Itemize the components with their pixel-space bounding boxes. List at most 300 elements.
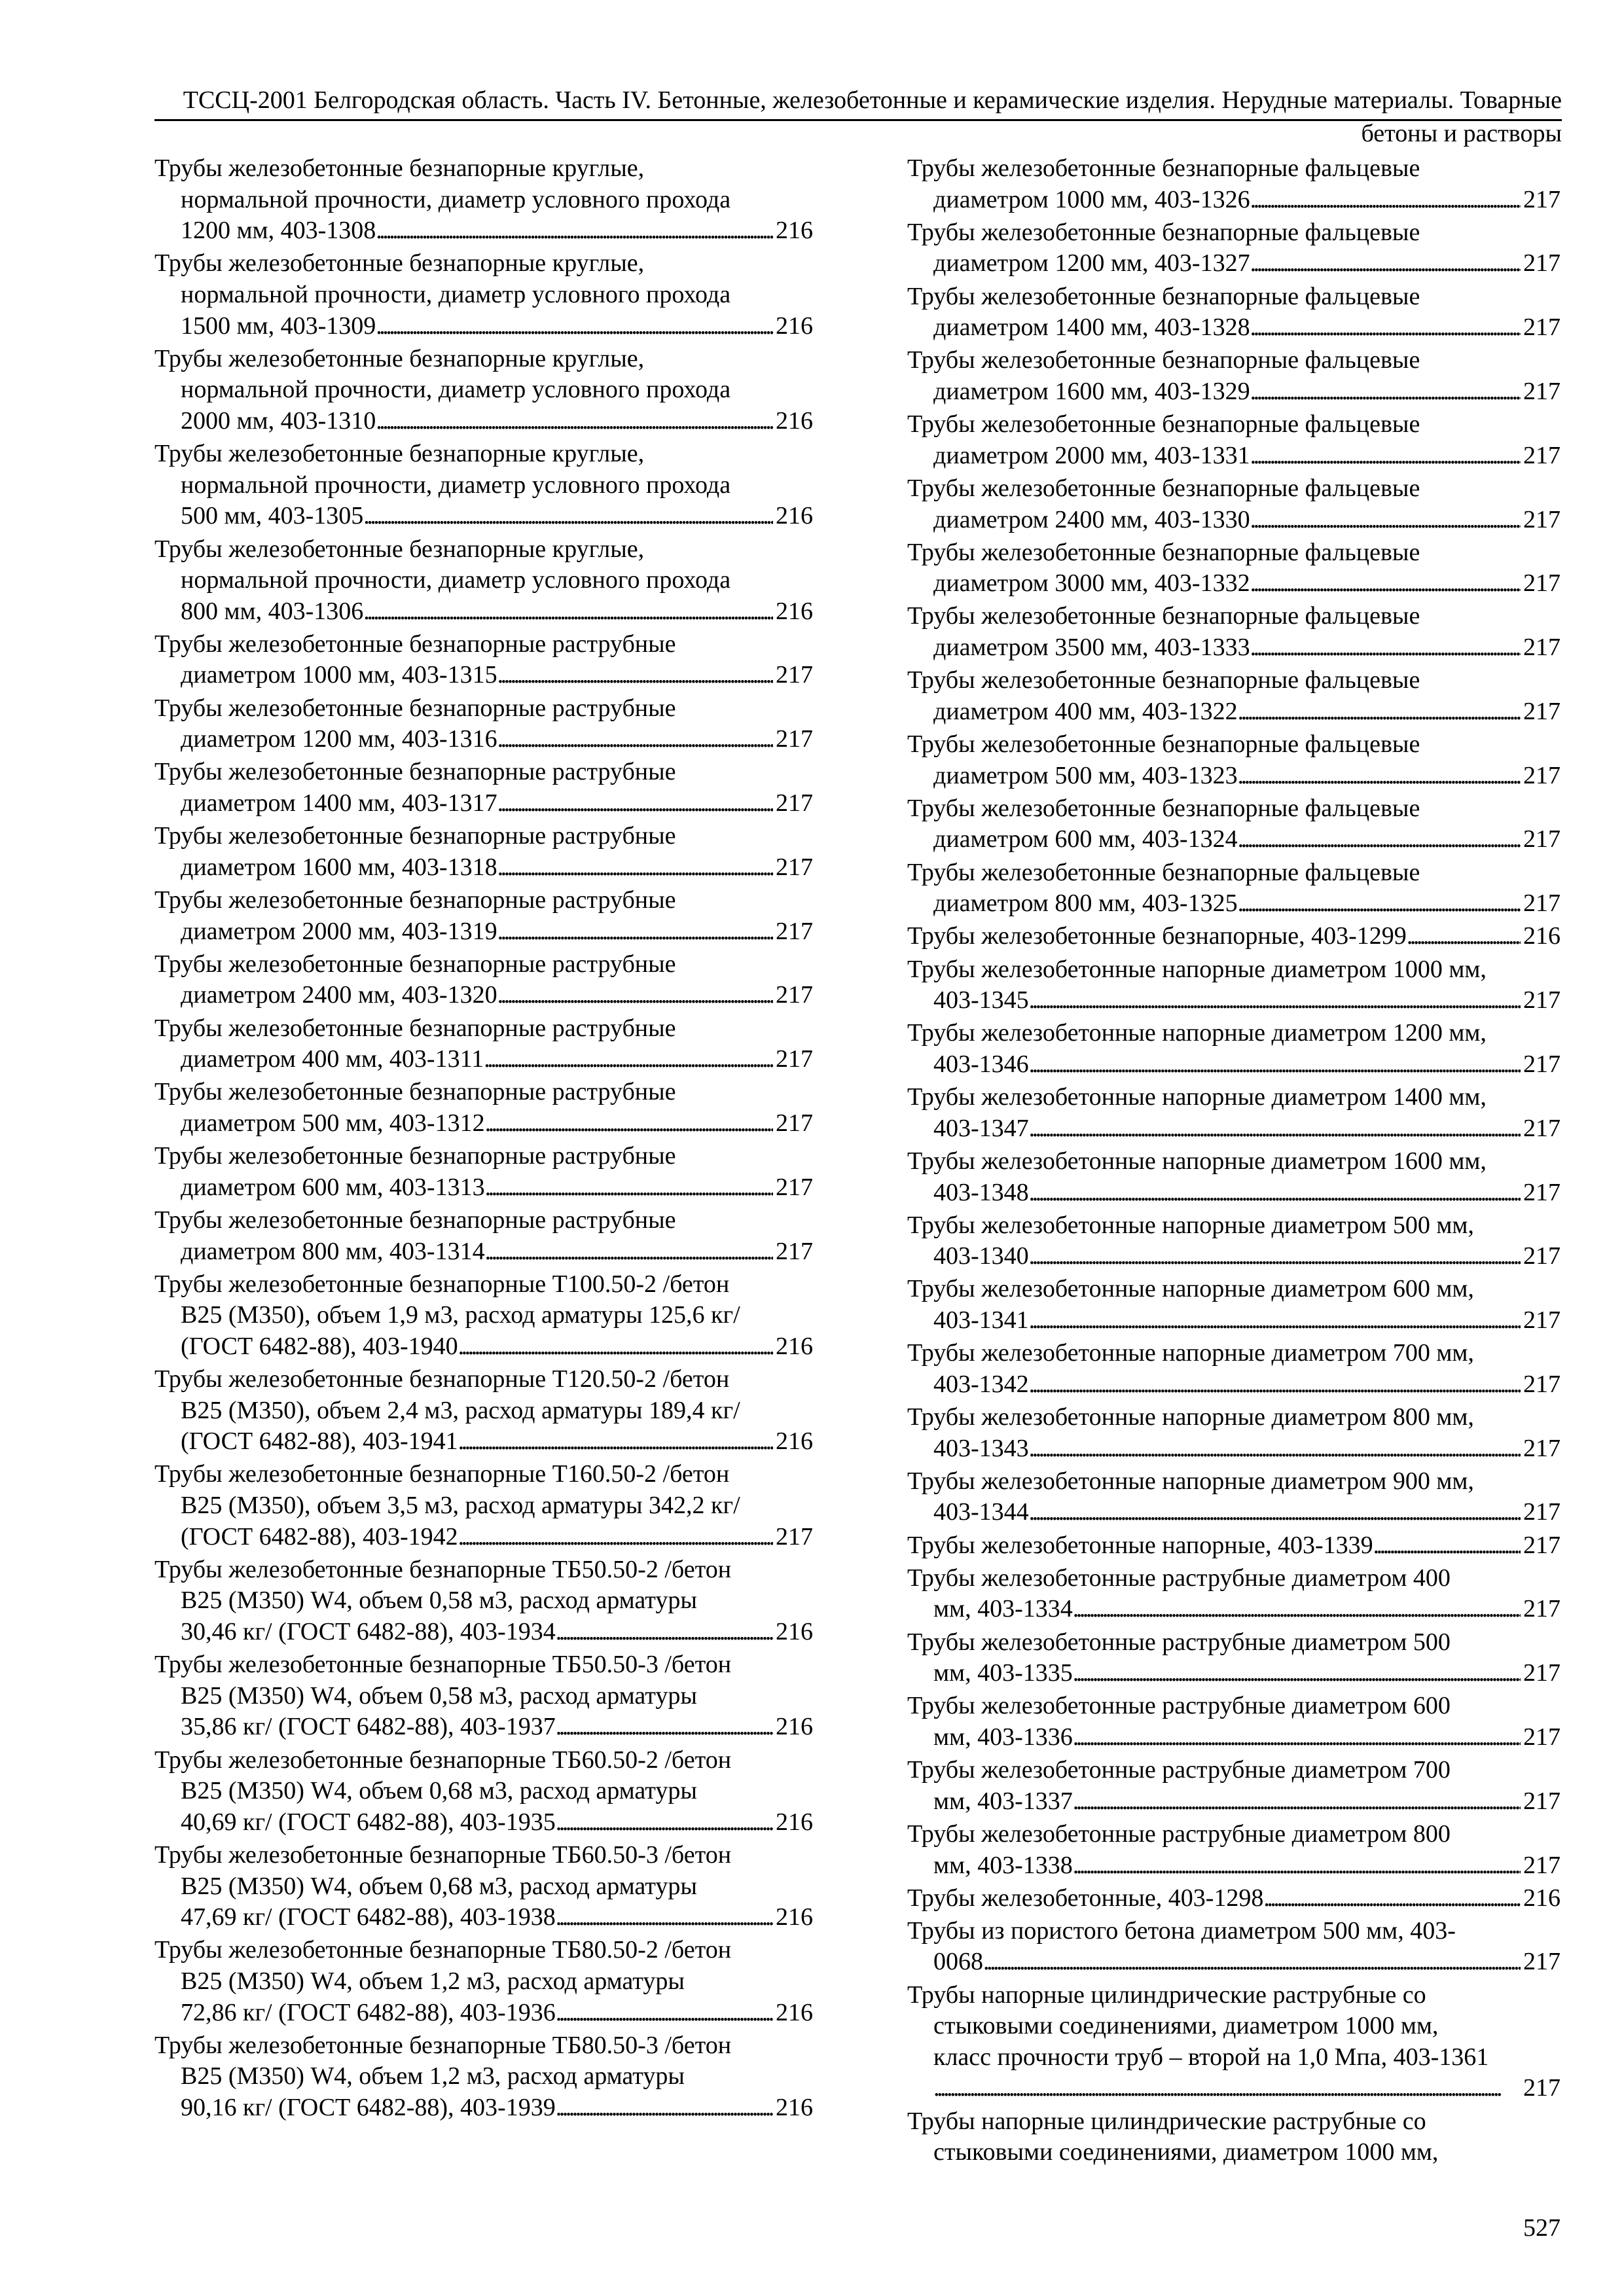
entry-page-number: 217 [1523, 1531, 1561, 1559]
entry-last-line [907, 2073, 1561, 2104]
index-entry [154, 248, 813, 342]
entry-page-number: 217 [776, 1045, 813, 1073]
entry-last-line [907, 568, 1561, 600]
entry-page-number: 217 [776, 725, 813, 753]
entry-page-number: 216 [1523, 1884, 1561, 1912]
dot-leader [1250, 185, 1521, 216]
entry-page-number: 216 [776, 406, 813, 435]
dot-leader [983, 1946, 1521, 1978]
index-entry [907, 1018, 1561, 1080]
index-entry [907, 1402, 1561, 1464]
entry-text-line: В25 (М350) W4, объем 0,68 м3, расход арматуры [181, 1777, 697, 1805]
entry-last-line [907, 1722, 1561, 1753]
index-entry [907, 2106, 1561, 2168]
dot-leader [458, 1522, 773, 1553]
entry-text-line: диаметром 2400 мм, 403-1330 [933, 505, 1250, 533]
dot-leader [556, 1617, 773, 1648]
entry-text-line: нормальной прочности, диаметр условного прохода [181, 376, 731, 404]
entry-last-line [154, 1617, 813, 1648]
entry-last-line [907, 1850, 1561, 1882]
dot-leader [1238, 696, 1521, 728]
entry-text-line: нормальной прочности, диаметр условного прохода [181, 471, 731, 499]
dot-leader [556, 1902, 773, 1933]
index-entry [907, 1082, 1561, 1144]
index-entry [907, 537, 1561, 600]
dot-leader [1373, 1530, 1521, 1562]
entry-page-number: 216 [776, 597, 813, 625]
index-entry [154, 1077, 813, 1139]
entry-text-line: Трубы железобетонные безнапорные ТБ50.50-3 /бетон [154, 1651, 732, 1679]
dot-leader [485, 1236, 773, 1268]
entry-page-number: 217 [776, 853, 813, 881]
entry-text-line: В25 (М350) W4, объем 0,68 м3, расход арматуры [181, 1872, 697, 1900]
entry-text-line: класс прочности труб – второй на 1,0 Мпа, 403-1361 [933, 2043, 1489, 2071]
index-entry [907, 601, 1561, 663]
index-entry [907, 1691, 1561, 1753]
dot-leader [1250, 632, 1521, 664]
entry-last-line [907, 248, 1561, 279]
entry-text-line: диаметром 400 мм, 403-1322 [933, 697, 1238, 725]
entry-last-line [907, 1658, 1561, 1689]
entry-text-line: Трубы железобетонные безнапорные раструбные [154, 886, 676, 914]
entry-page-number: 217 [1523, 1787, 1561, 1815]
dot-leader [556, 2092, 773, 2124]
entry-last-line [907, 888, 1561, 920]
entry-last-line [154, 501, 813, 532]
entry-last-line [907, 1946, 1561, 1978]
entry-page-number: 217 [1523, 2074, 1561, 2102]
entry-text-line: В25 (М350) W4, объем 1,2 м3, расход арматуры [181, 1967, 685, 1995]
entry-text-line: В25 (М350), объем 2,4 м3, расход арматуры 189,4 кг/ [181, 1396, 740, 1424]
entry-text-line: 403-1341 [933, 1306, 1029, 1335]
entry-text-line: нормальной прочности, диаметр условного прохода [181, 185, 731, 213]
entry-text-line: диаметром 3500 мм, 403-1333 [933, 634, 1250, 662]
entry-text-line: 2000 мм, 403-1310 [181, 406, 376, 435]
entry-text-line: 403-1348 [933, 1178, 1029, 1206]
dot-leader [1073, 1786, 1521, 1818]
entry-text-line: Трубы железобетонные безнапорные раструбные [154, 694, 676, 722]
entry-text-line: Трубы железобетонные безнапорные фальцевые [907, 666, 1420, 694]
entry-last-line [154, 660, 813, 691]
dot-leader [497, 852, 773, 884]
entry-text-line: диаметром 600 мм, 403-1313 [181, 1173, 485, 1201]
entry-text-line: Трубы железобетонные безнапорные раструбные [154, 1014, 676, 1042]
entry-text-line: Трубы железобетонные напорные диаметром 900 мм, [907, 1467, 1474, 1495]
entry-text-line: Трубы железобетонные безнапорные круглые, [154, 535, 645, 563]
entry-text-line: 30,46 кг/ (ГОСТ 6482-88), 403-1934 [181, 1618, 556, 1645]
entry-text-line: Трубы напорные цилиндрические раструбные со [907, 1981, 1426, 2009]
entry-text-line: Трубы железобетонные напорные диаметром 500 мм, [907, 1211, 1474, 1239]
index-entry [907, 954, 1561, 1016]
entry-last-line [154, 1426, 813, 1458]
index-entry [154, 1013, 813, 1075]
entry-page-number: 216 [776, 2093, 813, 2121]
entry-text-line: Трубы железобетонные безнапорные фальцевые [907, 218, 1420, 246]
entry-text-line: 72,86 кг/ (ГОСТ 6482-88), 403-1936 [181, 1998, 556, 2026]
dot-leader [1029, 1241, 1521, 1272]
index-column-right [907, 153, 1561, 2170]
index-entry [154, 1205, 813, 1267]
index-entry [907, 1146, 1561, 1208]
index-entry [154, 1459, 813, 1552]
dot-leader [1073, 1722, 1521, 1753]
entry-page-number: 217 [1523, 986, 1561, 1014]
entry-text-line: Трубы напорные цилиндрические раструбные со [907, 2107, 1426, 2135]
entry-text-line: 403-1346 [933, 1050, 1029, 1078]
index-entry [154, 2030, 813, 2124]
dot-leader [363, 501, 773, 532]
entry-text-line: диаметром 1400 мм, 403-1317 [181, 789, 497, 817]
dot-leader [1250, 248, 1521, 279]
entry-page-number: 217 [776, 1109, 813, 1137]
entry-last-line [907, 1594, 1561, 1625]
entry-last-line [907, 1113, 1561, 1145]
entry-text-line: Трубы железобетонные безнапорные фальцевые [907, 858, 1420, 886]
entry-text-line: Трубы железобетонные напорные диаметром 600 мм, [907, 1275, 1474, 1303]
entry-page-number: 216 [776, 1903, 813, 1931]
dot-leader [1250, 505, 1521, 536]
entry-text-line: Трубы железобетонные безнапорные Т160.50-2 /бетон [154, 1460, 730, 1488]
dot-leader [1073, 1594, 1521, 1625]
entry-text-line: диаметром 1000 мм, 403-1315 [181, 661, 497, 689]
entry-page-number: 217 [1523, 1659, 1561, 1687]
entry-page-number: 216 [776, 502, 813, 530]
entry-text-line: стыковыми соединениями, диаметром 1000 мм, [933, 2138, 1439, 2166]
entry-page-number: 217 [1523, 185, 1561, 213]
entry-text-line: (ГОСТ 6482-88), 403-1942 [181, 1522, 458, 1551]
entry-text-line: диаметром 2000 мм, 403-1319 [181, 917, 497, 945]
entry-text-line: Трубы железобетонные безнапорные ТБ50.50-2 /бетон [154, 1555, 732, 1583]
entry-text-line: Трубы железобетонные безнапорные фальцевые [907, 538, 1420, 566]
entry-page-number: 217 [1523, 1114, 1561, 1142]
index-entry [907, 857, 1561, 920]
entry-last-line [907, 1049, 1561, 1081]
entry-text-line: Трубы железобетонные напорные диаметром 1400 мм, [907, 1083, 1487, 1111]
dot-leader [485, 1172, 773, 1204]
index-entry [154, 1745, 813, 1839]
index-entry [907, 281, 1561, 344]
entry-text-line: 90,16 кг/ (ГОСТ 6482-88), 403-1939 [181, 2093, 556, 2121]
index-entry [154, 757, 813, 819]
index-entry [907, 793, 1561, 855]
entry-last-line [154, 1236, 813, 1268]
entry-last-line [154, 1172, 813, 1204]
dot-leader [556, 1712, 773, 1743]
entry-text-line: 403-1343 [933, 1434, 1029, 1462]
dot-leader [376, 311, 773, 342]
dot-leader [1250, 440, 1521, 472]
index-entry [907, 1755, 1561, 1817]
entry-text-line: 403-1340 [933, 1242, 1029, 1270]
entry-text-line: Трубы железобетонные безнапорные фальцевые [907, 154, 1420, 182]
entry-text-line: диаметром 3000 мм, 403-1332 [933, 569, 1250, 598]
index-entry [154, 1649, 813, 1743]
entry-text-line: диаметром 800 мм, 403-1314 [181, 1237, 485, 1265]
dot-leader [1029, 1369, 1521, 1401]
entry-text-line: Трубы железобетонные безнапорные раструбные [154, 950, 676, 978]
entry-text-line: мм, 403-1335 [933, 1659, 1073, 1687]
entry-page-number: 217 [776, 917, 813, 945]
entry-text-line: Трубы железобетонные безнапорные круглые, [154, 344, 645, 372]
entry-page-number: 217 [1523, 1306, 1561, 1335]
entry-page-number: 217 [1523, 314, 1561, 342]
index-entry [907, 409, 1561, 471]
header-rule [154, 119, 1562, 121]
index-entry [907, 1916, 1561, 1978]
entry-text-line: Трубы железобетонные безнапорные Т120.50-2 /бетон [154, 1365, 730, 1393]
index-entry [907, 1819, 1561, 1881]
entry-last-line [907, 1883, 1561, 1914]
entry-text-line: диаметром 2000 мм, 403-1331 [933, 441, 1250, 469]
dot-leader [1238, 888, 1521, 920]
entry-text-line: Трубы железобетонные безнапорные раструбные [154, 758, 676, 786]
entry-page-number: 217 [776, 1522, 813, 1551]
entry-text-line: мм, 403-1337 [933, 1787, 1073, 1815]
entry-text-line: стыковыми соединениями, диаметром 1000 мм, [933, 2012, 1439, 2040]
entry-last-line [154, 2092, 813, 2124]
index-entry [154, 949, 813, 1011]
entry-last-line [907, 696, 1561, 728]
index-entry [907, 1883, 1561, 1914]
index-entry [907, 1466, 1561, 1528]
entry-text-line: 1500 мм, 403-1309 [181, 312, 376, 340]
entry-page-number: 217 [776, 789, 813, 817]
entry-text-line: Трубы железобетонные безнапорные раструбные [154, 1142, 676, 1170]
entry-text-line: диаметром 800 мм, 403-1325 [933, 889, 1238, 918]
entry-text-line: диаметром 500 мм, 403-1323 [933, 761, 1238, 789]
entry-page-number: 217 [1523, 761, 1561, 789]
dot-leader [933, 2073, 1521, 2104]
entry-last-line [154, 1331, 813, 1363]
entry-text-line: Трубы железобетонные безнапорные, 403-1299 [907, 922, 1407, 950]
entry-text-line: диаметром 1000 мм, 403-1326 [933, 185, 1250, 213]
entry-text-line: Трубы железобетонные напорные, 403-1339 [907, 1531, 1373, 1559]
entry-last-line [154, 980, 813, 1011]
entry-page-number: 217 [1523, 889, 1561, 918]
entry-text-line: 403-1347 [933, 1114, 1029, 1142]
index-entry [907, 153, 1561, 215]
dot-leader [376, 406, 773, 437]
entry-last-line [154, 215, 813, 247]
entry-text-line: 35,86 кг/ (ГОСТ 6482-88), 403-1937 [181, 1713, 556, 1741]
entry-page-number: 217 [1523, 1723, 1561, 1751]
entry-last-line [154, 1712, 813, 1743]
entry-page-number: 216 [776, 1998, 813, 2026]
entry-page-number: 216 [776, 217, 813, 245]
entry-page-number: 217 [1523, 1595, 1561, 1623]
index-entry [154, 1141, 813, 1203]
entry-last-line [907, 440, 1561, 472]
dot-leader [458, 1426, 773, 1458]
dot-leader [556, 1998, 773, 2029]
entry-text-line: диаметром 400 мм, 403-1311 [181, 1045, 484, 1073]
entry-last-line [907, 312, 1561, 344]
dot-leader [1029, 1113, 1521, 1145]
entry-text-line: В25 (М350), объем 3,5 м3, расход арматуры 342,2 кг/ [181, 1492, 740, 1520]
entry-last-line [907, 761, 1561, 792]
entry-text-line: Трубы железобетонные, 403-1298 [907, 1884, 1264, 1912]
entry-text-line: Трубы железобетонные безнапорные ТБ60.50-2 /бетон [154, 1746, 732, 1774]
index-entry [154, 1935, 813, 2028]
index-entry [154, 1840, 813, 1933]
entry-last-line [907, 632, 1561, 664]
entry-text-line: Трубы железобетонные напорные диаметром 800 мм, [907, 1403, 1474, 1431]
dot-leader [1250, 568, 1521, 600]
index-entry [907, 1274, 1561, 1336]
entry-text-line: 403-1342 [933, 1370, 1029, 1398]
entry-text-line: Трубы из пористого бетона диаметром 500 мм, 403- [907, 1916, 1456, 1945]
entry-last-line [154, 311, 813, 342]
entry-text-line: диаметром 1200 мм, 403-1327 [933, 249, 1250, 278]
page-number: 527 [1523, 2214, 1561, 2242]
entry-last-line [154, 1108, 813, 1139]
running-header: ТССЦ-2001 Белгородская область. Часть IV. Бетонные, железобетонные и керамические изделия. Нерудные материалы. Товарные бетоны и растворы [183, 86, 1562, 147]
entry-text-line: диаметром 1200 мм, 403-1316 [181, 725, 497, 753]
entry-last-line [907, 1786, 1561, 1818]
entry-text-line: Трубы железобетонные безнапорные раструбные [154, 1078, 676, 1106]
entry-page-number: 217 [1523, 1948, 1561, 1976]
entry-text-line: Трубы железобетонные безнапорные фальцевые [907, 730, 1420, 759]
entry-page-number: 217 [1523, 1851, 1561, 1879]
entry-text-line: 1200 мм, 403-1308 [181, 217, 376, 245]
entry-text-line: Трубы железобетонные напорные диаметром 1200 мм, [907, 1019, 1487, 1047]
entry-last-line [154, 1902, 813, 1933]
dot-leader [497, 916, 773, 948]
entry-text-line: Трубы железобетонные безнапорные фальцевые [907, 282, 1420, 310]
entry-text-line: В25 (М350) W4, объем 0,58 м3, расход арматуры [181, 1587, 697, 1615]
entry-text-line: Трубы железобетонные раструбные диаметром 800 [907, 1820, 1451, 1848]
dot-leader [497, 788, 773, 819]
index-entry [907, 345, 1561, 407]
entry-text-line: Трубы железобетонные безнапорные фальцевые [907, 346, 1420, 374]
entry-text-line: диаметром 1400 мм, 403-1328 [933, 314, 1250, 342]
entry-text-line: Трубы железобетонные безнапорные фальцевые [907, 794, 1420, 822]
entry-last-line [907, 1369, 1561, 1401]
index-entry [907, 1563, 1561, 1625]
entry-last-line [907, 1497, 1561, 1528]
dot-leader [1263, 1883, 1521, 1914]
entry-page-number: 217 [1523, 441, 1561, 469]
dot-leader [484, 1044, 773, 1075]
entry-last-line [907, 985, 1561, 1016]
dot-leader [1238, 761, 1521, 792]
entry-text-line: 800 мм, 403-1306 [181, 597, 364, 625]
entry-last-line [154, 1522, 813, 1553]
entry-text-line: Трубы железобетонные безнапорные Т100.50-2 /бетон [154, 1270, 730, 1298]
entry-text-line: Трубы железобетонные раструбные диаметром 700 [907, 1756, 1451, 1784]
dot-leader [1029, 1497, 1521, 1528]
index-entry [907, 1210, 1561, 1272]
entry-last-line [154, 916, 813, 948]
index-entry [154, 439, 813, 532]
entry-last-line [907, 1530, 1561, 1562]
index-entry [907, 217, 1561, 279]
entry-text-line: Трубы железобетонные напорные диаметром 1600 мм, [907, 1147, 1487, 1175]
entry-last-line [907, 505, 1561, 536]
entry-page-number: 217 [776, 661, 813, 689]
entry-page-number: 217 [1523, 249, 1561, 278]
entry-page-number: 217 [1523, 1178, 1561, 1206]
index-entry [907, 1338, 1561, 1400]
entry-text-line: В25 (М350) W4, объем 0,58 м3, расход арматуры [181, 1681, 697, 1710]
entry-page-number: 217 [776, 1237, 813, 1265]
entry-text-line: В25 (М350) W4, объем 1,2 м3, расход арматуры [181, 2062, 685, 2090]
entry-page-number: 217 [1523, 505, 1561, 533]
entry-text-line: Трубы железобетонные напорные диаметром 700 мм, [907, 1339, 1474, 1367]
entry-text-line: 500 мм, 403-1305 [181, 502, 364, 530]
entry-last-line [154, 1807, 813, 1839]
entry-last-line [154, 788, 813, 819]
entry-text-line: Трубы железобетонные безнапорные ТБ80.50-2 /бетон [154, 1936, 732, 1964]
dot-leader [497, 724, 773, 755]
entry-text-line: (ГОСТ 6482-88), 403-1940 [181, 1332, 458, 1360]
entry-last-line [154, 1998, 813, 2029]
dot-leader [1250, 312, 1521, 344]
entry-page-number: 217 [1523, 569, 1561, 598]
index-entry [907, 1530, 1561, 1562]
index-column-left [154, 153, 813, 2125]
index-entry [154, 1269, 813, 1363]
entry-page-number: 217 [1523, 1498, 1561, 1526]
entry-text-line: 0068 [933, 1948, 983, 1976]
index-entry [154, 534, 813, 628]
dot-leader [1238, 824, 1521, 855]
entry-text-line: диаметром 1600 мм, 403-1329 [933, 377, 1250, 405]
dot-leader [458, 1331, 773, 1363]
entry-last-line [154, 406, 813, 437]
index-entry [907, 1980, 1561, 2104]
dot-leader [363, 596, 773, 628]
entry-page-number: 216 [776, 1713, 813, 1741]
entry-last-line [907, 376, 1561, 408]
index-entry [154, 153, 813, 247]
entry-text-line: мм, 403-1338 [933, 1851, 1073, 1879]
entry-page-number: 217 [1523, 1370, 1561, 1398]
entry-text-line: Трубы железобетонные безнапорные ТБ80.50-3 /бетон [154, 2031, 732, 2059]
entry-text-line: нормальной прочности, диаметр условного прохода [181, 566, 731, 594]
entry-text-line: 40,69 кг/ (ГОСТ 6482-88), 403-1935 [181, 1808, 556, 1836]
entry-text-line: Трубы железобетонные раструбные диаметром 600 [907, 1692, 1451, 1720]
entry-text-line: 403-1345 [933, 986, 1029, 1014]
entry-text-line: Трубы железобетонные безнапорные круглые, [154, 154, 645, 182]
entry-text-line: Трубы железобетонные безнапорные раструбные [154, 630, 676, 658]
entry-text-line: мм, 403-1336 [933, 1723, 1073, 1751]
entry-last-line [907, 185, 1561, 216]
entry-page-number: 217 [776, 981, 813, 1009]
dot-leader [556, 1807, 773, 1839]
index-entry [907, 473, 1561, 535]
entry-page-number: 217 [1523, 634, 1561, 662]
dot-leader [376, 215, 773, 247]
dot-leader [1073, 1850, 1521, 1882]
entry-text-line: Трубы железобетонные раструбные диаметром 400 [907, 1564, 1451, 1592]
entry-page-number: 217 [1523, 377, 1561, 405]
dot-leader [1073, 1658, 1521, 1689]
entry-last-line [907, 1241, 1561, 1272]
entry-text-line: Трубы железобетонные безнапорные круглые, [154, 249, 645, 278]
index-entry [154, 885, 813, 947]
entry-page-number: 217 [1523, 1050, 1561, 1078]
index-entry [907, 921, 1561, 952]
index-entry [154, 344, 813, 437]
entry-text-line: Трубы железобетонные безнапорные круглые, [154, 440, 645, 468]
dot-leader [1029, 1177, 1521, 1209]
dot-leader [497, 660, 773, 691]
entry-last-line [154, 596, 813, 628]
entry-text-line: Трубы железобетонные безнапорные раструбные [154, 1206, 676, 1234]
entry-text-line: (ГОСТ 6482-88), 403-1941 [181, 1427, 458, 1456]
entry-page-number: 217 [776, 1173, 813, 1201]
